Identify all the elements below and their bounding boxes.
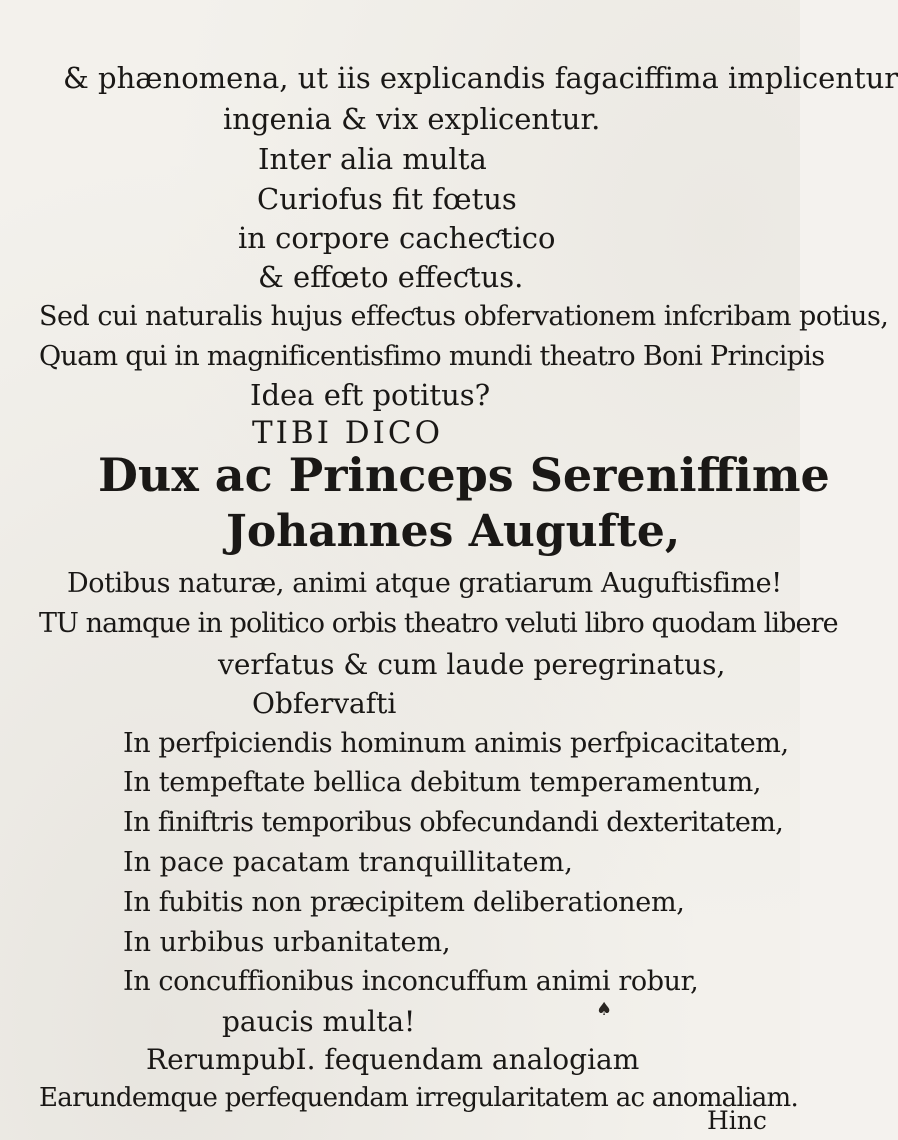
text-line-3: Inter alia multa: [258, 142, 487, 176]
text-line-21: In fubitis non præcipitem deliberationem,: [123, 887, 685, 918]
text-line-22: In urbibus urbanitatem,: [123, 927, 451, 958]
text-line-9: Idea eft potitus?: [250, 378, 491, 412]
text-line-23: In concuffionibus inconcuffum animi robur,: [123, 966, 699, 997]
ornament-mark: ♠: [596, 999, 613, 1020]
tibi-dico-heading: TIBI DICO: [252, 415, 444, 451]
text-line-26: Earundemque perfequendam irregularitatem ac anomaliam.: [39, 1083, 799, 1113]
dux-ac-princeps-heading: Dux ac Princeps Sereniffime: [98, 448, 830, 502]
text-line-14: TU namque in politico orbis theatro veluti libro quodam libere: [39, 608, 838, 639]
text-line-7: Sed cui naturalis hujus effeƈtus obfervationem infcribam potius,: [39, 301, 889, 332]
text-line-16: Obfervafti: [252, 687, 397, 720]
text-line-20: In pace pacatam tranquillitatem,: [123, 847, 573, 878]
catchword: Hinc: [707, 1106, 767, 1135]
text-line-6: & effœto effeƈtus.: [258, 260, 524, 294]
johannes-auguste-heading: Johannes Augufte,: [226, 506, 681, 557]
text-line-2: ingenia & vix explicentur.: [223, 102, 601, 136]
text-line-18: In tempeftate bellica debitum temperamentum,: [123, 767, 762, 798]
text-line-13: Dotibus naturæ, animi atque gratiarum Auguftisfime!: [67, 568, 782, 599]
text-line-8: Quam qui in magnificentisfimo mundi theatro Boni Principis: [39, 341, 825, 372]
text-line-24: paucis multa!: [222, 1005, 416, 1038]
text-line-4: Curiofus fit fœtus: [257, 182, 517, 216]
text-line-17: In perfpiciendis hominum animis perfpicacitatem,: [123, 728, 789, 759]
text-line-5: in corpore cacheƈtico: [238, 221, 556, 255]
text-line-19: In finiftris temporibus obfecundandi dexteritatem,: [123, 807, 784, 838]
text-line-1: & phænomena, ut iis explicandis fagaciffima implicentur: [63, 61, 898, 95]
text-line-25: RerumpubI. fequendam analogiam: [146, 1043, 640, 1076]
text-line-15: verfatus & cum laude peregrinatus,: [218, 648, 726, 681]
